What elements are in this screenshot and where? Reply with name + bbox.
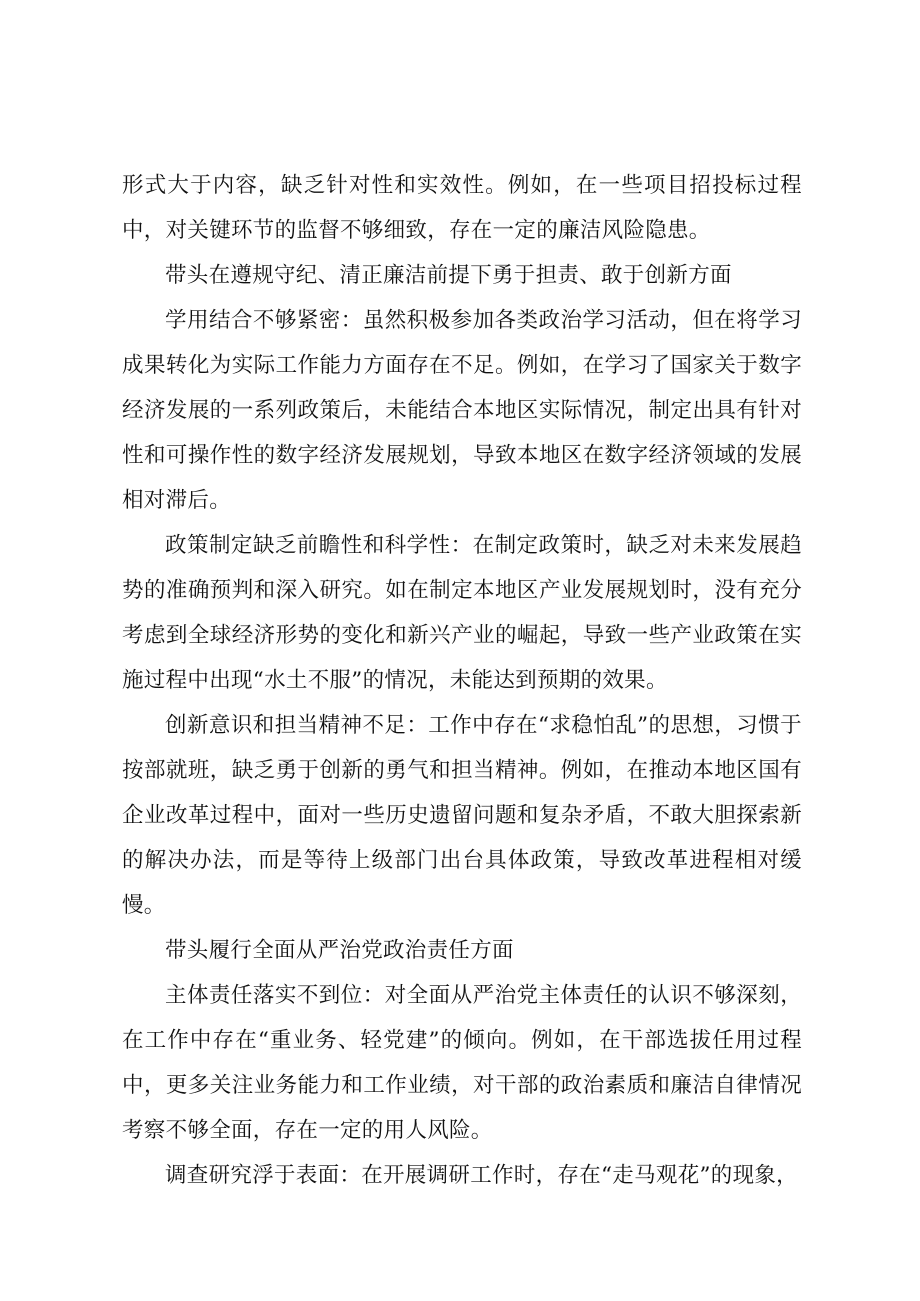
section-heading-party-governance: 带头履行全面从严治党政治责任方面: [165, 938, 514, 963]
paragraph-continuation: 形式大于内容，缺乏针对性和实效性。例如，在一些项目招投标过程中，对关键环节的监督不够细致，存在一定的廉洁风险隐患。: [122, 173, 802, 243]
paragraph-study-application: 学用结合不够紧密：虽然积极参加各类政治学习活动，但在将学习成果转化为实际工作能力方面存在不足。例如，在学习了国家关于数字经济发展的一系列政策后，未能结合本地区实际情况，制定出具有针对性和可操作性的数字经济发展规划，导致本地区在数字经济领域的发展相对滞后。: [122, 308, 802, 513]
paragraph-policy-making: 政策制定缺乏前瞻性和科学性：在制定政策时，缺乏对未来发展趋势的准确预判和深入研究。如在制定本地区产业发展规划时，没有充分考虑到全球经济形势的变化和新兴产业的崛起，导致一些产业政策在实施过程中出现“水土不服”的情况，未能达到预期的效果。: [122, 533, 802, 693]
section-heading-discipline: 带头在遵规守纪、清正廉洁前提下勇于担责、敢于创新方面: [165, 263, 732, 288]
paragraph-research: 调查研究浮于表面：在开展调研工作时，存在“走马观花”的现象，: [165, 1163, 798, 1188]
paragraph-main-responsibility: 主体责任落实不到位：对全面从严治党主体责任的认识不够深刻，在工作中存在“重业务、轻党建”的倾向。例如，在干部选拔任用过程中，更多关注业务能力和工作业绩，对干部的政治素质和廉洁自律情况考察不够全面，存在一定的用人风险。: [122, 983, 802, 1143]
document-body: [122, 163, 802, 1198]
paragraph-innovation: 创新意识和担当精神不足：工作中存在“求稳怕乱”的思想，习惯于按部就班，缺乏勇于创新的勇气和担当精神。例如，在推动本地区国有企业改革过程中，面对一些历史遗留问题和复杂矛盾，不敢大胆探索新的解决办法，而是等待上级部门出台具体政策，导致改革进程相对缓慢。: [122, 713, 802, 918]
